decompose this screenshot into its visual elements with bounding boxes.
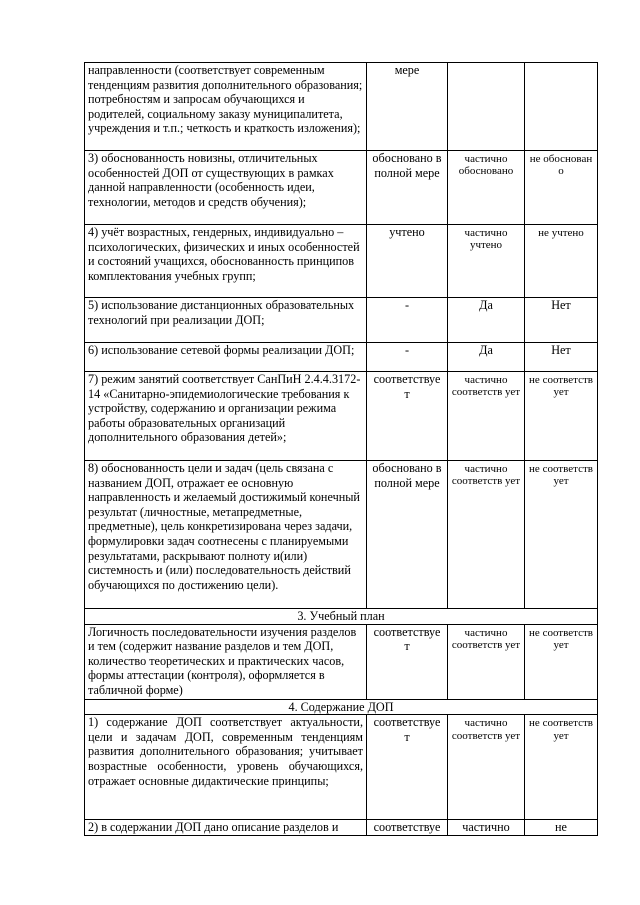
criterion-cell: 8) обоснованность цели и задач (цель связана с названием ДОП, отражает ее основную направленность и желаемый достижимый конечный результат (личностные, метапредметные, предметные), цель конкретизирована через задачи, формулировки задач соотнесены с планируемыми результатами, раскрывают полноту и(или) системность и (или) последовательность действий обучающихся по достижению цели). — [85, 461, 367, 609]
score-cell: мере — [367, 63, 448, 151]
score-cell: учтено — [367, 225, 448, 298]
table-row — [85, 624, 598, 699]
score-cell: обосновано в полной мере — [367, 461, 448, 609]
score-cell: не соответств ует — [525, 372, 598, 461]
table-row — [85, 715, 598, 820]
score-cell: не соответств ует — [525, 715, 598, 820]
table-row — [85, 372, 598, 461]
table-row — [85, 820, 598, 836]
score-cell: соответствуе т — [367, 372, 448, 461]
score-cell: не соответств ует — [525, 461, 598, 609]
section-header-row — [85, 609, 598, 625]
score-cell: не соответств ует — [525, 624, 598, 699]
section-header-row — [85, 699, 598, 715]
score-cell: частично соответств ует — [448, 715, 525, 820]
score-cell: Нет — [525, 298, 598, 343]
criterion-cell: 7) режим занятий соответствует СанПиН 2.4.4.3172-14 «Санитарно-эпидемиологические требования к устройству, содержанию и организации режима работы образовательных организаций дополнительного образования детей»; — [85, 372, 367, 461]
score-cell: частично соответств ует — [448, 461, 525, 609]
criterion-cell: 5) использование дистанционных образовательных технологий при реализации ДОП; — [85, 298, 367, 343]
section-title: 4. Содержание ДОП — [85, 699, 598, 715]
table-row — [85, 343, 598, 372]
score-cell: соответствуе — [367, 820, 448, 836]
table-row — [85, 298, 598, 343]
table-row — [85, 151, 598, 225]
score-cell: Нет — [525, 343, 598, 372]
score-cell: - — [367, 298, 448, 343]
table-row — [85, 461, 598, 609]
score-cell — [448, 63, 525, 151]
criterion-cell: 6) использование сетевой формы реализации ДОП; — [85, 343, 367, 372]
score-cell: соответствуе т — [367, 715, 448, 820]
criterion-cell: 3) обоснованность новизны, отличительных особенностей ДОП от существующих в рамках данной направленности (особенность идеи, технологии, методов и средств обучения); — [85, 151, 367, 225]
score-cell: частично учтено — [448, 225, 525, 298]
criterion-cell: Логичность последовательности изучения разделов и тем (содержит название разделов и тем ДОП, количество теоретических и практических часов, формы аттестации (контроля), оформляется в табличной форме) — [85, 624, 367, 699]
table-row — [85, 225, 598, 298]
score-cell: частично обосновано — [448, 151, 525, 225]
score-cell: Да — [448, 298, 525, 343]
score-cell: Да — [448, 343, 525, 372]
criterion-cell: 1) содержание ДОП соответствует актуальности, цели и задачам ДОП, современным тенденциям развития дополнительного образования; учитывает возрастные особенности, уровень обучающихся, отражает основные дидактические принципы; — [85, 715, 367, 820]
criterion-cell: 2) в содержании ДОП дано описание разделов и — [85, 820, 367, 836]
score-cell: обосновано в полной мере — [367, 151, 448, 225]
score-cell — [525, 63, 598, 151]
table-row — [85, 63, 598, 151]
criterion-cell: направленности (соответствует современным тенденциям развития дополнительного образования; потребностям и запросам обучающихся и родителей, социальному заказу муниципалитета, учреждения и т.п.; четкость и краткость изложения); — [85, 63, 367, 151]
section-title: 3. Учебный план — [85, 609, 598, 625]
score-cell: соответствуе т — [367, 624, 448, 699]
evaluation-table — [84, 62, 598, 836]
score-cell: не учтено — [525, 225, 598, 298]
score-cell: частично — [448, 820, 525, 836]
score-cell: не обоснован о — [525, 151, 598, 225]
score-cell: - — [367, 343, 448, 372]
score-cell: частично соответств ует — [448, 624, 525, 699]
criterion-cell: 4) учёт возрастных, гендерных, индивидуально – психологических, физических и иных особенностей и состояний учащихся, обоснованность принципов комплектования учебных групп; — [85, 225, 367, 298]
score-cell: не — [525, 820, 598, 836]
score-cell: частично соответств ует — [448, 372, 525, 461]
